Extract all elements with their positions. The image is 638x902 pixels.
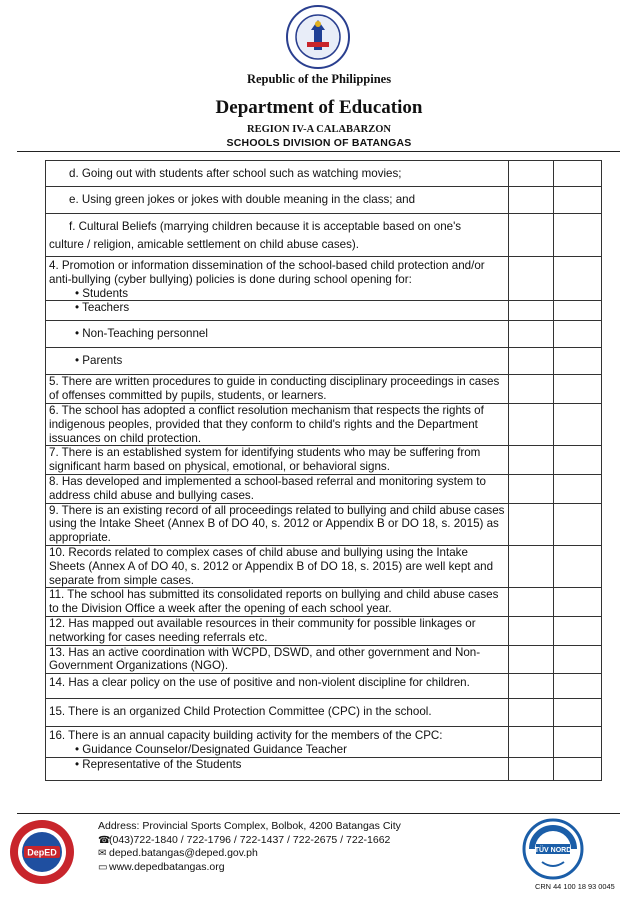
table-row xyxy=(46,301,602,321)
computer-icon: ▭ xyxy=(98,861,108,873)
no-cell[interactable] xyxy=(554,301,602,321)
tuv-logo-text: TÜV NORD xyxy=(534,847,572,854)
item-text: 4. Promotion or information dissemination of the school-based child protection and/or anti-bullying (cyber bullying) policies is done during school opening for: xyxy=(49,259,485,286)
table-row xyxy=(46,214,602,257)
yes-cell[interactable] xyxy=(509,301,554,321)
table-row xyxy=(46,403,602,445)
no-cell[interactable] xyxy=(554,674,602,699)
table-row xyxy=(46,727,602,758)
sub-item-text: • Guidance Counselor/Designated Guidance Teacher xyxy=(75,742,347,756)
item-text: 15. There is an organized Child Protection Committee (CPC) in the school. xyxy=(49,705,432,719)
division-heading: SCHOOLS DIVISION OF BATANGAS xyxy=(226,137,412,149)
no-cell[interactable] xyxy=(554,161,602,187)
no-cell[interactable] xyxy=(554,503,602,545)
footer-divider xyxy=(17,813,620,814)
no-cell[interactable] xyxy=(554,187,602,214)
certificate-number: CRN 44 100 18 93 0045 xyxy=(535,882,615,891)
deped-seal-icon xyxy=(285,4,351,70)
no-cell[interactable] xyxy=(554,446,602,475)
contact-block xyxy=(98,820,401,874)
item-text: 5. There are written procedures to guide in conducting disciplinary proceedings in cases of offenses committed by pupils, students, or learners. xyxy=(49,375,500,403)
item-text: 7. There is an established system for identifying students who may be suffering from significant harm based on physical, emotional, or behavioral signs. xyxy=(49,446,481,474)
item-text: f. Cultural Beliefs (marrying children because it is acceptable based on one's xyxy=(69,220,462,233)
sub-item-text: • Parents xyxy=(75,354,123,368)
email-line xyxy=(98,847,401,861)
table-row xyxy=(46,348,602,375)
item-text: e. Using green jokes or jokes with double meaning in the class; and xyxy=(69,193,416,206)
table-row xyxy=(46,503,602,545)
table-row xyxy=(46,616,602,645)
phone-line xyxy=(98,834,401,848)
no-cell[interactable] xyxy=(554,321,602,348)
no-cell[interactable] xyxy=(554,616,602,645)
email-link[interactable]: deped.batangas@deped.gov.ph xyxy=(109,847,258,860)
yes-cell[interactable] xyxy=(509,699,554,727)
yes-cell[interactable] xyxy=(509,214,554,257)
item-text: 8. Has developed and implemented a school-based referral and monitoring system to address child abuse and bullying cases. xyxy=(49,474,486,502)
table-row xyxy=(46,545,602,587)
yes-cell[interactable] xyxy=(509,616,554,645)
checklist-table xyxy=(45,160,602,781)
no-cell[interactable] xyxy=(554,545,602,587)
item-text: 6. The school has adopted a conflict resolution mechanism that respects the rights of indigenous peoples, provided that they conform to child's rights and the Department issuances on child protection. xyxy=(49,403,484,445)
deped-logo-text: DepED xyxy=(27,847,57,858)
no-cell[interactable] xyxy=(554,757,602,780)
item-text: 14. Has a clear policy on the use of positive and non-violent discipline for children. xyxy=(49,676,470,690)
table-row xyxy=(46,446,602,475)
no-cell[interactable] xyxy=(554,403,602,445)
item-text-continued: culture / religion, amicable settlement on child abuse cases). xyxy=(49,238,359,251)
yes-cell[interactable] xyxy=(509,348,554,375)
item-text: 13. Has an active coordination with WCPD, DSWD, and other government and Non-Government Organizations (NGO). xyxy=(49,645,481,673)
no-cell[interactable] xyxy=(554,375,602,404)
website-line xyxy=(98,861,401,875)
yes-cell[interactable] xyxy=(509,321,554,348)
table-row xyxy=(46,588,602,617)
region-heading: REGION IV-A CALABARZON xyxy=(247,124,391,135)
yes-cell[interactable] xyxy=(509,187,554,214)
table-row xyxy=(46,375,602,404)
table-row xyxy=(46,645,602,674)
item-text: 10. Records related to complex cases of child abuse and bullying using the Intake Sheets (Annex A of DO 40, s. 2012 or Appendix B of DO 18, s. 2015) are well kept and separate from simple cases. xyxy=(49,545,494,587)
no-cell[interactable] xyxy=(554,348,602,375)
mail-icon: ✉ xyxy=(98,848,107,860)
republic-heading: Republic of the Philippines xyxy=(246,72,392,86)
phone-icon: ☎ xyxy=(98,834,111,846)
item-text: 11. The school has submitted its consolidated reports on bullying and child abuse cases to the Division Office a week after the opening of each school year. xyxy=(49,588,499,616)
yes-cell[interactable] xyxy=(509,545,554,587)
no-cell[interactable] xyxy=(554,474,602,503)
tuv-nord-certification-icon xyxy=(522,818,584,880)
yes-cell[interactable] xyxy=(509,503,554,545)
table-row xyxy=(46,757,602,780)
website-link[interactable]: www.depedbatangas.org xyxy=(109,860,225,873)
no-cell[interactable] xyxy=(554,645,602,674)
yes-cell[interactable] xyxy=(509,257,554,301)
yes-cell[interactable] xyxy=(509,674,554,699)
no-cell[interactable] xyxy=(554,727,602,758)
item-text: 9. There is an existing record of all proceedings related to bullying and child abuse cases using the Intake Sheet (Annex B of DO 40, s. 2012 or Appendix B or DO 18, s. 2015) as appropriate. xyxy=(49,503,505,545)
yes-cell[interactable] xyxy=(509,474,554,503)
no-cell[interactable] xyxy=(554,257,602,301)
table-row xyxy=(46,257,602,301)
yes-cell[interactable] xyxy=(509,757,554,780)
department-heading: Department of Education xyxy=(215,97,423,118)
yes-cell[interactable] xyxy=(509,727,554,758)
no-cell[interactable] xyxy=(554,214,602,257)
table-row xyxy=(46,187,602,214)
yes-cell[interactable] xyxy=(509,588,554,617)
sub-item-text: • Non-Teaching personnel xyxy=(75,327,208,341)
phone-text: (043)722-1840 / 722-1796 / 722-1437 / 722-2675 / 722-1662 xyxy=(109,833,391,846)
no-cell[interactable] xyxy=(554,699,602,727)
sub-item-text: • Teachers xyxy=(75,301,130,315)
yes-cell[interactable] xyxy=(509,375,554,404)
table-row xyxy=(46,321,602,348)
yes-cell[interactable] xyxy=(509,446,554,475)
address-text: Address: Provincial Sports Complex, Bolbok, 4200 Batangas City xyxy=(98,820,401,832)
table-row xyxy=(46,699,602,727)
yes-cell[interactable] xyxy=(509,403,554,445)
no-cell[interactable] xyxy=(554,588,602,617)
yes-cell[interactable] xyxy=(509,645,554,674)
item-text: d. Going out with students after school such as watching movies; xyxy=(69,167,402,180)
item-text: 12. Has mapped out available resources in their community for possible linkages or networking for cases needing referrals etc. xyxy=(49,616,476,644)
table-row xyxy=(46,474,602,503)
header-divider xyxy=(17,151,620,152)
yes-cell[interactable] xyxy=(509,161,554,187)
table-row xyxy=(46,674,602,699)
sub-item-text: • Students xyxy=(75,286,129,300)
sub-item-text: • Representative of the Students xyxy=(75,757,242,771)
table-row xyxy=(46,161,602,187)
item-text: 16. There is an annual capacity building activity for the members of the CPC: xyxy=(49,729,443,743)
deped-batangas-logo-icon xyxy=(8,818,76,886)
